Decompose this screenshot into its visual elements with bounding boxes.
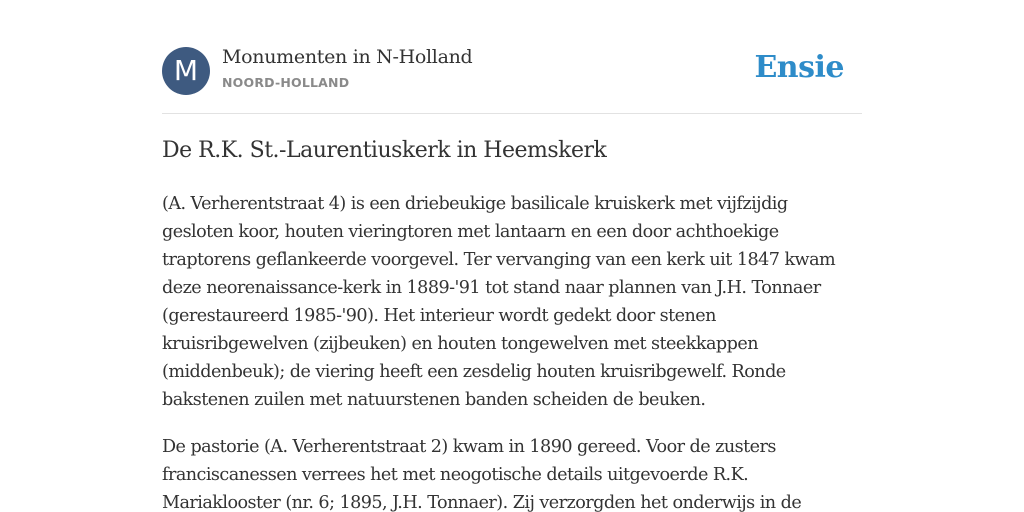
source-region: NOORD-HOLLAND — [222, 75, 350, 90]
source-header — [162, 0, 862, 114]
source-name-link[interactable]: Monumenten in N-Holland — [222, 46, 473, 68]
paragraph: De pastorie (A. Verherentstraat 2) kwam in 1890 gereed. Voor de zusters franciscanessen verrees het met neogotische details uitgevoerde R.K. Mariaklooster (nr. 6; 1895, J.H. Tonnaer). Zij verzorgden het onderwijs in de — [162, 437, 802, 512]
article-body — [162, 190, 862, 512]
brand-logo[interactable]: Ensie — [754, 50, 844, 85]
avatar[interactable]: M — [162, 47, 210, 95]
paragraph: (A. Verherentstraat 4) is een driebeukige basilicale kruiskerk met vijfzijdig gesloten koor, houten vieringtoren met lantaarn en een door achthoekige traptorens geflankeerde voorgevel. Ter vervanging van een kerk uit 1847 kwam deze neorenaissance-kerk in 1889-'91 tot stand naar plannen van J.H. Tonnaer (gerestaureerd 1985-'90). Het interieur wordt gedekt door stenen kruisribgewelven (zijbeuken) en houten tongewelven met steekkappen (middenbeuk); de viering heeft een zesdelig houten kruisribgewelf. Ronde bakstenen zuilen met natuurstenen banden scheiden de beuken. — [162, 194, 836, 410]
article-title: De R.K. St.-Laurentiuskerk in Heemskerk — [162, 138, 607, 163]
